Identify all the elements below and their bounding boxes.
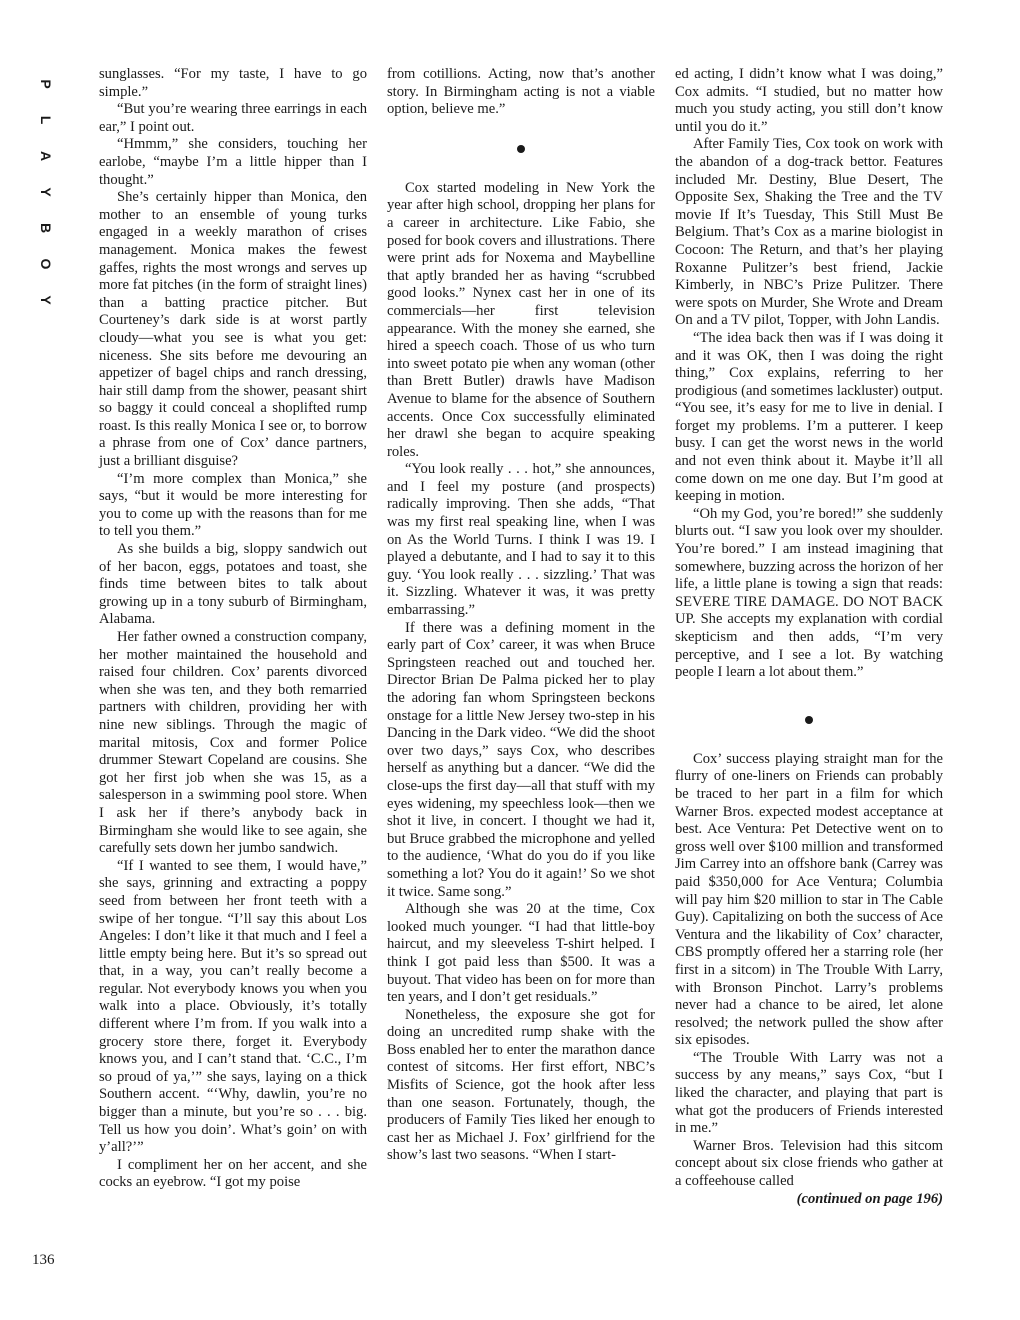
paragraph: Cox’ success playing straight man for the flurry of one-liners on Friends can probably be traced to her part in a film for which Warner Bros. expected modest acceptance at best. Ace Ventura: Pet Detective went on to gross well over $100 million and transformed Jim Carrey into an offshore bank (Carrey was paid $350,000 for Ace Ventura; Columbia will pay him $20 million to star in The Cable Guy). Capitalizing on both the success of Ace Ventura and the likability of Cox’ character, CBS promptly offered her a starring role (her first in a sitcom) in The Trouble With Larry, with Bronson Pinchot. Larry’s problems never had a chance to be aired, let alone resolved; the network pulled the show after six episodes. [675, 750, 943, 1049]
article-column-1 [99, 66, 367, 1192]
side-label-letter: P [38, 79, 54, 89]
paragraph: As she builds a big, sloppy sandwich out of her bacon, eggs, potatoes and toast, she finds time between bites to talk about growing up in a tony suburb of Birmingham, Alabama. [99, 541, 367, 628]
paragraph: She’s certainly hipper than Monica, den mother to an ensemble of young turks engaged in a weekly marathon of crises management. Monica makes the fewest gaffes, rights the most wrongs and serves up more fat pitches (in the form of straight lines) than a batting practice pitcher. But Courteney’s dark side is at worst partly cloudy—what you see is what you get: niceness. She sits before me devouring an appetizer of bagel chips and ranch dressing, hair still damp from the shower, peasant shirt so baggy it could conceal a shoplifted rump roast. Is this really Monica I see or, to borrow a phrase from one of Cox’ dance partners, just a brilliant disguise? [99, 189, 367, 470]
paragraph: “But you’re wearing three earrings in each ear,” I point out. [99, 101, 367, 135]
paragraph: “If I wanted to see them, I would have,” she says, grinning and extracting a poppy seed from between her front teeth with a swipe of her tongue. “I’ll say this about Los Angeles: I don’t like it that much and I feel a little empty being here. But it’s so spread out that, in a way, you can’t really become a regular. Not everybody knows you when you walk into a place. Obviously, it’s totally different where I’m from. If you walk into a grocery store there, forget it. Everybody knows you, and I can’t stand that. ‘C.C., I’m so proud of ya,’” she says, laying on a thick Southern accent. “‘Why, dawlin, you’re no bigger than a minute, but you’re so . . . big. Tell us how you doin’. What’s goin’ on with y’all?’” [99, 857, 367, 1156]
magazine-side-label [34, 66, 58, 318]
side-label-letter: Y [38, 295, 54, 305]
paragraph: Cox started modeling in New York the year after high school, dropping her plans for a career in architecture. Like Fabio, she posed for book covers and illustrations. There were print ads for Noxema and Maybelline that aptly branded her as having “scrubbed good looks.” Nynex cast her in one of its commercials—her first television appearance. With the money she earned, she hired a speech coach. Those of us who turn into sweet potato pie when any woman (other than Brett Butler) drawls have Madison Avenue to blame for the absence of Southern accents. Once Cox successfully eliminated her drawl she began to acquire speaking roles. [387, 179, 655, 460]
paragraph: sunglasses. “For my taste, I have to go simple.” [99, 66, 367, 100]
page-number: 136 [32, 1252, 55, 1268]
paragraph: If there was a defining moment in the early part of Cox’ career, it was when Bruce Springsteen reached out and touched her. Director Brian De Palma picked her to play the adoring fan whom Springsteen beckons onstage for a little New Jersey two-step in his Dancing in the Dark video. “We did the shoot over two days,” says Cox, who describes herself as anything but a dancer. “We did the close-ups the first day—all that stuff with my eyes widening, my speechless look—then we shot it live, in concert. I thought we had it, but Bruce grabbed the microphone and yelled to the audience, ‘What do you do if you like something a lot? You do it again!’ So we shot it twice. Same song.” [387, 619, 655, 900]
paragraph: “Oh my God, you’re bored!” she suddenly blurts out. “I saw you look over my shoulder. You’re bored.” I am instead imagining that somewhere, buzzing across the horizon of her life, a little plane is towing a sign that reads: SEVERE TIRE DAMAGE. DO NOT BACK UP. She accepts my explanation with cordial skepticism and then adds, “I’m very perceptive, and I see a lot. By watching people I learn a lot about them.” [675, 505, 943, 681]
side-label-letter: B [38, 222, 54, 234]
paragraph: “The Trouble With Larry was not a success by any means,” says Cox, “but I liked the character, and playing that part is what got the producers of Friends interested in me.” [675, 1049, 943, 1137]
article-column-3 [675, 66, 943, 1208]
paragraph: ed acting, I didn’t know what I was doing,” Cox admits. “I studied, but no matter how much you study acting, you still don’t know until you do it.” [675, 66, 943, 135]
paragraph: “The idea back then was if I was doing it and it was OK, then I was doing the right thing,” Cox explains, referring to her prodigious (and sometimes lackluster) output. “You see, it’s easy for me to live in denial. I forget my problems. I’m a putterer. I keep busy. I can get the worst news in the world and not even think about it. Maybe it’ll all come down on me one day. But I’m good at keeping in motion. [675, 329, 943, 505]
paragraph: “Hmmm,” she considers, touching her earlobe, “maybe I’m a little hipper than I thought.” [99, 136, 367, 188]
paragraph: Nonetheless, the exposure she got for doing an uncredited rump shake with the Boss enabled her to enter the marathon dance contest of sitcoms. Her first effort, NBC’s Misfits of Science, got the hook after less than one season. Fortunately, though, the producers of Family Ties liked her enough to cast her as Michael J. Fox’ girlfriend for the show’s last two seasons. “When I start- [387, 1006, 655, 1164]
side-label-letter: Y [38, 187, 54, 197]
paragraph: “I’m more complex than Monica,” she says, “but it would be more interesting for you to come up with the reasons than for me to tell you them.” [99, 470, 367, 540]
side-label-letter: A [38, 150, 54, 162]
paragraph: Although she was 20 at the time, Cox looked much younger. “I had that little-boy haircut, and my sleeveless T-shirt helped. I think I got paid less than $500. It was a buyout. That video has been on for more than ten years, and I don’t get residuals.” [387, 901, 655, 1006]
paragraph: Warner Bros. Television had this sitcom concept about six close friends who gather at a coffeehouse called [675, 1137, 943, 1190]
article-column-2 [387, 66, 655, 1165]
paragraph: Her father owned a construction company, her mother maintained the household and raised four children. Cox’ parents divorced when she was ten, and they both remarried partners with children, providing her with nine new siblings. Through the magic of marital mitosis, Cox and former Police drummer Stewart Copeland are cousins. She got her first job when she was 15, as a salesperson in a swimming pool store. When I ask her if there’s anybody back in Birmingham she would like to see again, she carefully sets down her jumbo sandwich. [99, 629, 367, 857]
paragraph: After Family Ties, Cox took on work with the abandon of a dog-track bettor. Features included Mr. Destiny, Blue Desert, The Opposite Sex, Shaking the Tree and the TV movie If It’s Tuesday, This Still Must Be Belgium. That’s Cox as a marine biologist in Cocoon: The Return, and that’s her playing Roxanne Pulitzer’s best friend, Jackie Kimberly, in NBC’s Prize Pulitzer. There were spots on Murder, She Wrote and Dream On and a TV pilot, Topper, with John Landis. [675, 136, 943, 329]
paragraph: I compliment her on her accent, and she cocks an eyebrow. “I got my poise [99, 1156, 367, 1191]
section-break-bullet [675, 712, 943, 729]
paragraph: from cotillions. Acting, now that’s another story. In Birmingham acting is not a viable option, believe me.” [387, 66, 655, 118]
continued-note: (continued on page 196) [796, 1190, 943, 1207]
side-label-letter: O [38, 258, 54, 270]
section-break-bullet [387, 141, 655, 158]
paragraph: “You look really . . . hot,” she announces, and I feel my posture (and prospects) radically improving. Then she adds, “That was my first real speaking line, when I was on As the World Turns. I think I was 19. I played a debutante, and I had to say it to this guy. ‘You look really . . . sizzling.’ That was it. Sizzling. Whatever it was, it was pretty embarrassing.” [387, 461, 655, 619]
side-label-letter: L [38, 115, 54, 125]
